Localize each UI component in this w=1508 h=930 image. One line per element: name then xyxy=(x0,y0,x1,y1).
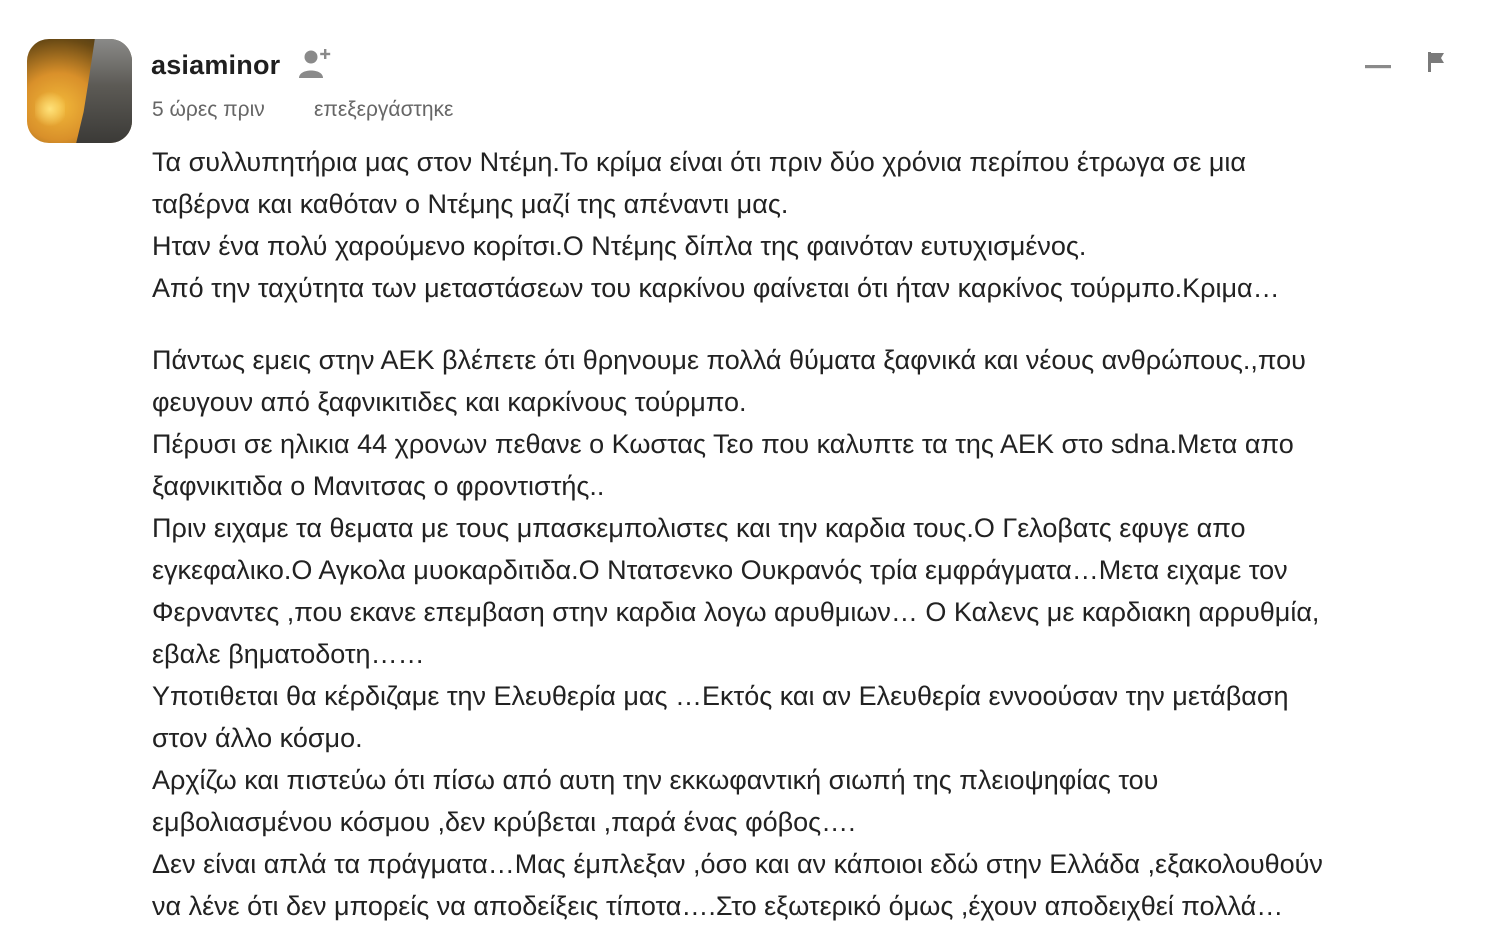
username[interactable]: asiaminor xyxy=(151,50,281,80)
comment-line: Από την ταχύτητα των μεταστάσεων του καρκίνου φαίνεται ότι ήταν καρκίνος τούρμπο.Κριμα… xyxy=(152,273,1280,303)
comment-line: στον άλλο κόσμο. xyxy=(152,723,363,753)
edited-label: επεξεργάστηκε xyxy=(314,98,454,121)
comment-timestamp[interactable]: 5 ώρες πριν xyxy=(152,98,265,121)
comment-line: Υποτιθεται θα κέρδιζαμε την Ελευθερία μας …Εκτός και αν Ελευθερία εννοούσαν την μετάβαση xyxy=(152,681,1289,711)
comment-line: Αρχίζω και πιστεύω ότι πίσω από αυτη την εκκωφαντική σιωπή της πλειοψηφίας του xyxy=(152,765,1159,795)
comment-line: Τα συλλυπητήρια μας στον Ντέμη.Το κρίμα είναι ότι πριν δύο χρόνια περίπου έτρωγα σε μια xyxy=(152,147,1247,177)
flag-icon[interactable] xyxy=(1425,50,1447,74)
comment-line: ταβέρνα και καθόταν ο Ντέμης μαζί της απέναντι μας. xyxy=(152,189,789,219)
comment-line: Πέρυσι σε ηλικια 44 χρονων πεθανε ο Κωστας Τεο που καλυπτε τα της ΑΕΚ στο sdna.Μετα απο xyxy=(152,429,1294,459)
comment-line: Ηταν ένα πολύ χαρούμενο κορίτσι.Ο Ντέμης δίπλα της φαινόταν ευτυχισμένος. xyxy=(152,231,1087,261)
comment-line: εβαλε βηματοδοτη…… xyxy=(152,639,425,669)
comment-line: Φερναντες ,που εκανε επεμβαση στην καρδια λογω αρυθμιων… Ο Καλενς με καρδιακη αρρυθμία, xyxy=(152,597,1320,627)
comment-line: Πάντως εμεις στην ΑΕΚ βλέπετε ότι θρηνουμε πολλά θύματα ξαφνικά και νέους ανθρώπους.,που xyxy=(152,345,1306,375)
comment-line: Πριν ειχαμε τα θεματα με τους μπασκεμπολιστες και την καρδια τους.Ο Γελοβατς εφυγε απο xyxy=(152,513,1246,543)
minus-icon[interactable] xyxy=(1364,56,1392,76)
avatar[interactable] xyxy=(27,39,132,143)
comment-line: να λένε ότι δεν μπορείς να αποδείξεις τίποτα….Στο εξωτερικό όμως ,έχουν αποδειχθεί πολλά… xyxy=(152,891,1284,921)
comment-line: Δεν είναι απλά τα πράγματα…Μας έμπλεξαν ,όσο και αν κάποιοι εδώ στην Ελλάδα ,εξακολουθούν xyxy=(152,849,1323,879)
comment-line: εμβολιασμένου κόσμου ,δεν κρύβεται ,παρά ένας φόβος…. xyxy=(152,807,856,837)
avatar-image-glow xyxy=(35,89,65,129)
add-user-icon[interactable] xyxy=(298,47,334,81)
paragraph-gap xyxy=(152,309,1492,339)
comment-line: φευγουν από ξαφνικιτιδες και καρκίνους τούρμπο. xyxy=(152,387,747,417)
comment-body xyxy=(152,141,1492,927)
comment-line: ξαφνικιτιδα ο Μανιτσας ο φροντιστής.. xyxy=(152,471,605,501)
avatar-image-coast xyxy=(70,39,132,143)
comment-line: εγκεφαλικο.Ο Αγκολα μυοκαρδιτιδα.Ο Ντατσενκο Ουκρανός τρία εμφράγματα…Μετα ειχαμε τον xyxy=(152,555,1288,585)
